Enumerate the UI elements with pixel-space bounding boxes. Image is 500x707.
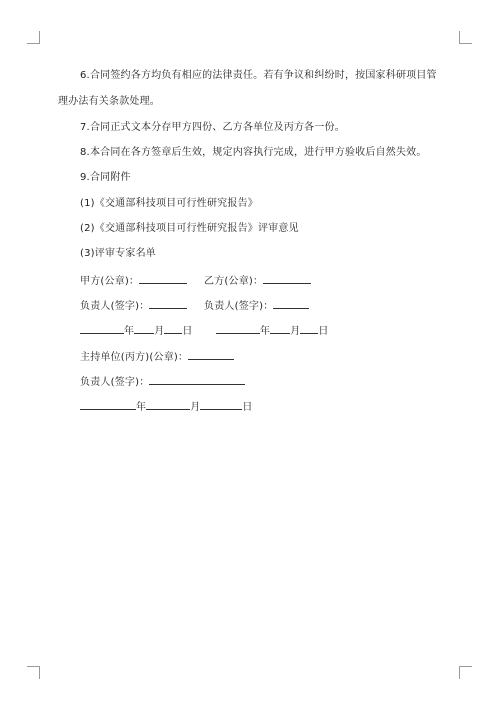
party-b-date-day-blank[interactable]	[300, 323, 318, 334]
host-date-year-blank[interactable]	[80, 399, 136, 410]
party-b-date-year-label: 年	[260, 326, 271, 337]
clause-6-line-1: 6.合同签约各方均负有相应的法律责任。若有争议和纠纷时，按国家科研项目管	[80, 70, 437, 81]
crop-mark-bottom-right	[459, 666, 472, 679]
party-b-person-row	[204, 298, 309, 313]
party-b-date-month-blank[interactable]	[270, 323, 290, 334]
crop-mark-top-left	[27, 31, 40, 44]
party-a-date-year-blank[interactable]	[80, 323, 124, 334]
clause-6-line-2: 理办法有关条款处理。	[58, 96, 160, 107]
attachment-1: (1)《交通部科技项目可行性研究报告》	[80, 198, 258, 209]
host-unit-seal-label: 主持单位(丙方)(公章)：	[80, 352, 189, 363]
host-person-label: 负责人(签字)：	[80, 377, 150, 388]
party-b-person-blank[interactable]	[273, 298, 309, 309]
host-date-month-blank[interactable]	[146, 399, 190, 410]
host-person-blank[interactable]	[149, 374, 245, 385]
host-date-month-label: 月	[190, 402, 201, 413]
party-a-seal-label: 甲方(公章)：	[80, 276, 140, 287]
host-unit-seal-row	[80, 349, 234, 364]
clause-8: 8.本合同在各方签章后生效，规定内容执行完成，进行甲方验收后自然失效。	[80, 147, 427, 158]
party-a-seal-row	[80, 273, 187, 288]
party-b-seal-blank[interactable]	[263, 273, 311, 284]
party-b-date-month-label: 月	[290, 326, 301, 337]
party-b-date-year-blank[interactable]	[216, 323, 260, 334]
party-b-date-day-label: 日	[318, 326, 329, 337]
party-a-person-row	[80, 298, 187, 313]
crop-mark-bottom-left	[27, 666, 40, 679]
host-date-day-blank[interactable]	[200, 399, 242, 410]
attachment-3: (3)评审专家名单	[80, 248, 156, 259]
clause-9: 9.合同附件	[80, 172, 131, 183]
party-a-person-blank[interactable]	[149, 298, 187, 309]
party-b-date-row	[216, 323, 329, 338]
attachment-2: (2)《交通部科技项目可行性研究报告》评审意见	[80, 223, 299, 234]
party-b-person-label: 负责人(签字)：	[204, 301, 274, 312]
party-a-seal-blank[interactable]	[139, 273, 187, 284]
party-a-date-day-blank[interactable]	[164, 323, 182, 334]
host-date-row	[80, 399, 253, 414]
party-a-date-row	[80, 323, 193, 338]
party-a-date-day-label: 日	[182, 326, 193, 337]
host-person-row	[80, 374, 245, 389]
host-date-year-label: 年	[136, 402, 147, 413]
crop-mark-top-right	[459, 31, 472, 44]
party-b-seal-row	[204, 273, 311, 288]
party-a-date-month-label: 月	[154, 326, 165, 337]
party-a-date-month-blank[interactable]	[134, 323, 154, 334]
party-a-person-label: 负责人(签字)：	[80, 301, 150, 312]
host-unit-seal-blank[interactable]	[188, 349, 234, 360]
party-a-date-year-label: 年	[124, 326, 135, 337]
host-date-day-label: 日	[242, 402, 253, 413]
party-b-seal-label: 乙方(公章)：	[204, 276, 264, 287]
clause-7: 7.合同正式文本分存甲方四份、乙方各单位及丙方各一份。	[80, 122, 345, 133]
